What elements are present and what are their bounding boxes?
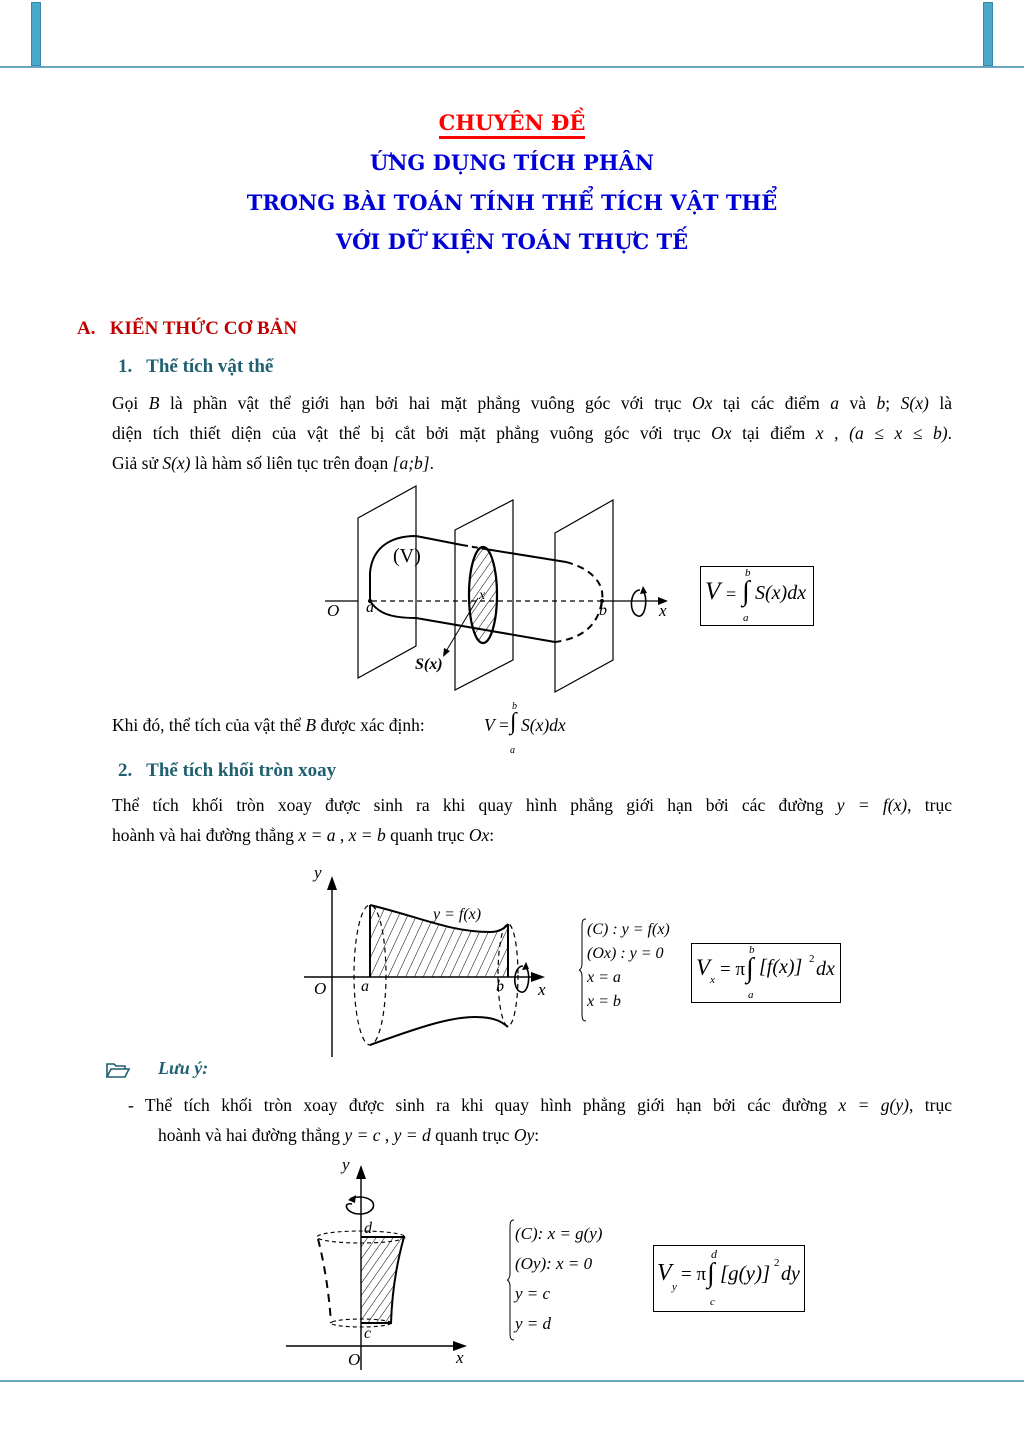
topic-label-text: CHUYÊN ĐỀ: [439, 110, 586, 139]
label-a: a: [361, 978, 369, 995]
formula-sub: y: [672, 1281, 677, 1293]
rotation-arrow-icon: [522, 962, 529, 970]
math-B: B: [148, 393, 160, 413]
label-y: y: [314, 863, 322, 882]
system-ox: [587, 918, 697, 1022]
conclusion-lhs: V: [484, 715, 495, 735]
system-line-2: (Ox) : y = 0: [587, 945, 664, 962]
conclusion-lower: a: [510, 745, 515, 756]
header-rule: [0, 66, 1024, 68]
math-B: B: [305, 715, 317, 735]
paragraph-2: [112, 790, 952, 850]
system-line-4: x = b: [587, 993, 621, 1010]
math-Ox: Ox: [711, 423, 732, 443]
curve-mirror: [370, 1017, 508, 1045]
formula-lhs: V: [705, 578, 721, 605]
text: là: [928, 393, 953, 413]
text: quanh trục: [385, 825, 469, 845]
math-interval: [a;b]: [392, 453, 430, 473]
label-V: (V): [393, 545, 421, 567]
system-line-2: (Oy): x = 0: [515, 1254, 593, 1273]
text: là phần vật thể giới hạn bởi hai mặt phẳng vuông góc với trục: [159, 393, 692, 413]
formula-integrand: [g(y)]: [720, 1261, 771, 1285]
system-line-3: y = c: [515, 1284, 551, 1303]
text: là hàm số liên tục trên đoạn: [190, 453, 393, 473]
math-yc: y = c: [344, 1125, 381, 1145]
rotation-icon: [631, 590, 645, 616]
conclusion-text: [112, 715, 425, 736]
formula-integrand: [f(x)]: [759, 956, 803, 978]
integral-sign-icon: ∫: [742, 576, 750, 607]
conclusion-integrand: S(x)dx: [521, 715, 566, 735]
math-a: a: [830, 393, 839, 413]
label-O: O: [327, 601, 340, 620]
text: :: [489, 825, 495, 845]
note-line-2: [158, 1120, 952, 1150]
text: hoành và hai đường thẳng: [112, 825, 299, 845]
math-xa: x = a: [298, 825, 336, 845]
math-b: b: [876, 393, 886, 413]
text: hoành và hai đường thẳng: [158, 1125, 345, 1145]
conclusion-upper: b: [512, 701, 517, 712]
formula-dy: dy: [781, 1263, 800, 1285]
label-O: O: [348, 1350, 361, 1369]
math-fx: y = f(x): [836, 795, 908, 815]
formula-lower: c: [710, 1296, 715, 1308]
text: tại điểm: [731, 423, 816, 443]
formula-eq: =: [726, 584, 737, 604]
paragraph-1-line-1: [112, 388, 952, 418]
topic-label: [0, 110, 1024, 135]
integral-sign-icon: ∫: [510, 709, 517, 735]
formula-upper: d: [711, 1247, 717, 1261]
note-paragraph: [128, 1090, 952, 1150]
label-b: b: [599, 602, 607, 619]
title-line-1: ỨNG DỤNG TÍCH PHÂN: [369, 150, 655, 175]
system-line-3: x = a: [587, 969, 621, 986]
solid-top-back: [485, 549, 566, 562]
header-bar-left: [31, 2, 41, 66]
plane-b: [555, 500, 613, 692]
text: - Thể tích khối tròn xoay được sinh ra khi quay hình phẳng giới hạn bởi các đường: [128, 1095, 839, 1115]
pointer-arrow-icon: [443, 648, 450, 657]
mirror-curve: [318, 1239, 331, 1323]
label-curve-fx: y = f(x): [433, 906, 482, 923]
y-axis-arrow-icon: [356, 1165, 366, 1179]
system-line-1: (C) : y = f(x): [587, 921, 670, 938]
paragraph-1-line-3: [112, 448, 952, 478]
integral-sign-icon: ∫: [707, 1258, 715, 1289]
label-b: b: [496, 978, 504, 995]
formula-box-vx: [691, 943, 841, 1003]
plane-a: [358, 486, 416, 678]
formula-lhs: V: [696, 955, 711, 980]
title-line-3: VỚI DỮ KIỆN TOÁN THỰC TẾ: [335, 229, 689, 254]
conclusion-eq: =: [499, 715, 509, 735]
label-x-point: x: [479, 588, 486, 603]
formula-lower: a: [748, 989, 754, 1001]
label-x: x: [659, 601, 667, 620]
math-Sx: S(x): [162, 453, 191, 473]
rotation-arrow-icon: [640, 586, 647, 594]
formula-box-volume: [700, 566, 814, 626]
text: :: [534, 1125, 540, 1145]
figure-revolution-oy: [282, 1152, 482, 1370]
math-Oy: Oy: [513, 1125, 535, 1145]
math-Ox: Ox: [468, 825, 490, 845]
formula-eq: = π: [681, 1264, 707, 1285]
hatched-region: [361, 1237, 404, 1323]
conclusion-line: [112, 701, 632, 760]
subsection-2-heading: 2. Thể tích khối tròn xoay: [118, 760, 337, 781]
paragraph-2-line-2: [112, 820, 952, 850]
brace-icon: [507, 1219, 515, 1341]
footer-rule: [0, 1380, 1024, 1382]
text: .: [429, 453, 434, 473]
text: Gọi: [112, 393, 149, 413]
math-x: x: [815, 423, 824, 443]
text: quanh trục: [430, 1125, 514, 1145]
text: tại các điểm: [712, 393, 831, 413]
text: diện tích thiết diện của vật thể bị cắt bởi mặt phẳng vuông góc với trục: [112, 423, 712, 443]
math-yd: y = d: [393, 1125, 431, 1145]
text: , trục: [907, 795, 952, 815]
text: và: [838, 393, 877, 413]
solid-end-hidden: [555, 562, 602, 642]
text: ;: [885, 393, 901, 413]
label-x: x: [456, 1348, 464, 1367]
math-xb: x = b: [348, 825, 386, 845]
formula-upper: b: [745, 567, 751, 579]
label-c: c: [364, 1325, 372, 1342]
formula-lower: a: [743, 612, 749, 624]
text: ,: [335, 825, 349, 845]
note-label: Lưu ý:: [158, 1058, 209, 1078]
text: Thể tích khối tròn xoay được sinh ra khi quay hình phẳng giới hạn bởi các đường: [112, 795, 837, 815]
integral-sign-icon: ∫: [746, 953, 754, 984]
note-line-1: [128, 1090, 952, 1120]
system-line-4: y = d: [515, 1314, 552, 1333]
math-Ox: Ox: [691, 393, 713, 413]
system-line-1: (C): x = g(y): [515, 1224, 603, 1243]
label-O: O: [314, 979, 327, 998]
text: Giả sử: [112, 453, 163, 473]
formula-power: 2: [809, 953, 815, 965]
brace-icon: [579, 918, 587, 1022]
formula-integrand: S(x)dx: [755, 582, 807, 604]
subsection-1-heading: 1. Thể tích vật thể: [118, 356, 274, 377]
paragraph-1-line-2: [112, 418, 952, 448]
paragraph-1: [112, 388, 952, 478]
system-oy: [515, 1219, 635, 1341]
formula-eq: = π: [720, 959, 746, 980]
label-Sx: S(x): [415, 656, 443, 673]
text: ,: [823, 423, 850, 443]
label-a: a: [366, 599, 374, 616]
y-axis-arrow-icon: [327, 876, 337, 890]
formula-power: 2: [774, 1257, 780, 1269]
title-line-2: TRONG BÀI TOÁN TÍNH THỂ TÍCH VẬT THỂ: [246, 190, 778, 215]
formula-upper: b: [749, 944, 755, 956]
math-gy: x = g(y): [838, 1095, 909, 1115]
text: ,: [380, 1125, 394, 1145]
formula-sub: x: [710, 974, 715, 986]
math-Sx: S(x): [900, 393, 929, 413]
paragraph-2-line-1: [112, 790, 952, 820]
rotation-arrow-icon: [348, 1195, 356, 1203]
label-x: x: [538, 980, 546, 999]
text: .: [947, 423, 953, 443]
text: được xác định:: [316, 715, 425, 735]
rotation-icon: [515, 966, 529, 992]
text: Khi đó, thể tích của vật thể: [112, 715, 306, 735]
figure-revolution-ox: [300, 862, 570, 1060]
text: , trục: [908, 1095, 952, 1115]
folder-open-icon: [105, 1061, 131, 1079]
section-a-heading: A. KIẾN THỨC CƠ BẢN: [77, 318, 298, 339]
header-bar-right: [983, 2, 993, 66]
formula-dx: dx: [816, 958, 835, 980]
label-d: d: [364, 1220, 372, 1237]
label-y: y: [342, 1155, 350, 1174]
formula-lhs: V: [657, 1260, 672, 1286]
math-range: (a ≤ x ≤ b): [849, 423, 948, 443]
formula-box-vy: [653, 1245, 805, 1312]
solid-bottom: [370, 601, 555, 642]
